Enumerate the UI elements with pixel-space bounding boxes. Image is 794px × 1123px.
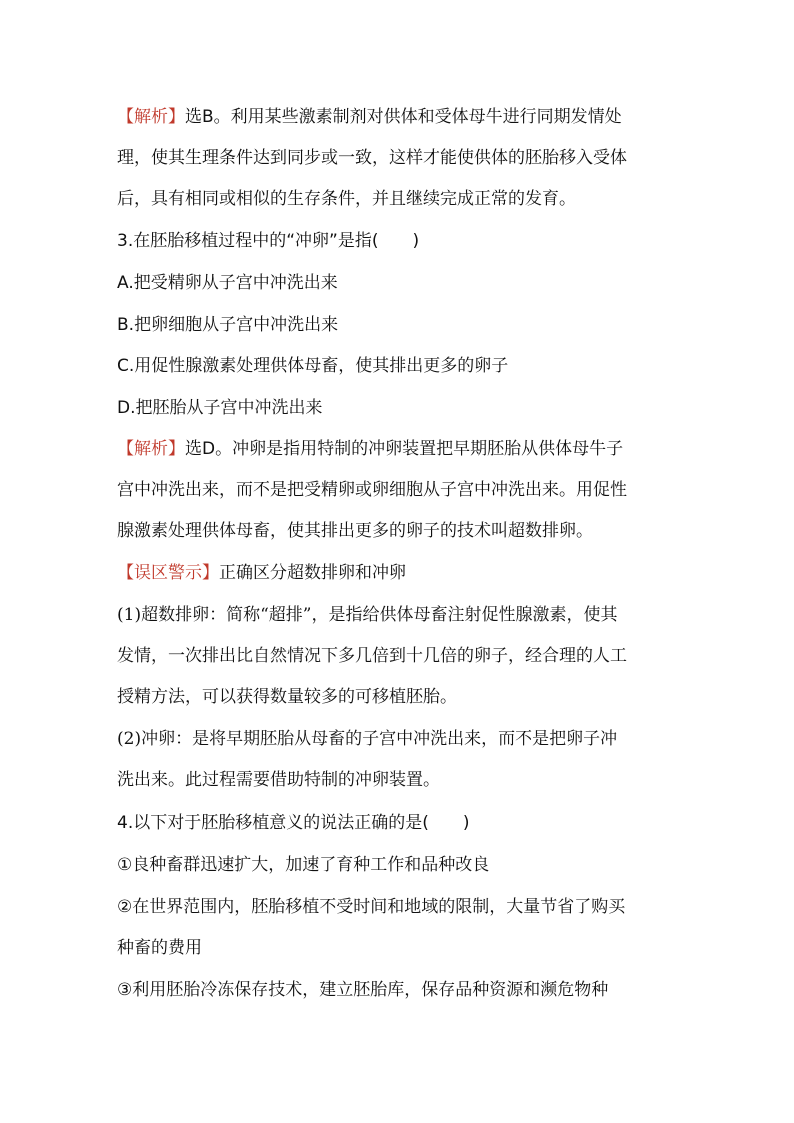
warning-p1-line-1: (1)超数排卵：简称“超排”，是指给供体母畜注射促性腺激素，使其 [117,605,618,625]
analysis-answer: 选B。 [185,107,231,127]
warning-tag: 【误区警示】 [117,563,219,583]
warning-p1-line-2: 发情，一次排出比自然情况下多几倍到十几倍的卵子，经合理的人工 [117,646,627,666]
analysis-d-line-3: 腺激素处理供体母畜，使其排出更多的卵子的技术叫超数排卵。 [117,521,593,541]
question-4-item-1: ①良种畜群迅速扩大，加速了育种工作和品种改良 [117,855,490,875]
question-3-stem: 3.在胚胎移植过程中的“冲卵”是指( ) [117,231,420,251]
analysis-b-line-1 [117,105,687,129]
question-3-option-c: C.用促性腺激素处理供体母畜，使其排出更多的卵子 [117,356,509,376]
question-3-option-d: D.把胚胎从子宫中冲洗出来 [117,398,323,418]
analysis-tag: 【解析】 [117,107,185,127]
question-4-item-3: ③利用胚胎冷冻保存技术，建立胚胎库，保存品种资源和濒危物种 [117,980,609,1000]
warning-heading [117,561,687,585]
analysis-text: 冲卵是指用特制的冲卵装置把早期胚胎从供体母牛子 [232,439,624,459]
warning-p2-line-2: 洗出来。此过程需要借助特制的冲卵装置。 [117,770,440,790]
analysis-d-line-2: 宫中冲洗出来，而不是把受精卵或卵细胞从子宫中冲洗出来。用促性 [117,480,627,500]
analysis-answer: 选D。 [185,439,233,459]
analysis-tag: 【解析】 [117,439,185,459]
warning-title: 正确区分超数排卵和冲卵 [219,563,406,583]
analysis-b-line-3: 后，具有相同或相似的生存条件，并且继续完成正常的发育。 [117,189,576,209]
warning-p2-line-1: (2)冲卵：是将早期胚胎从母畜的子宫中冲洗出来，而不是把卵子冲 [117,729,618,749]
analysis-d-line-1 [117,437,687,461]
question-4-stem: 4.以下对于胚胎移植意义的说法正确的是( ) [117,813,470,833]
question-3-option-a: A.把受精卵从子宫中冲洗出来 [117,273,338,293]
question-4-item-2-line-1: ②在世界范围内，胚胎移植不受时间和地域的限制，大量节省了购买 [117,897,626,917]
question-4-item-2-line-2: 种畜的费用 [117,938,202,958]
analysis-b-line-2: 理，使其生理条件达到同步或一致，这样才能使供体的胚胎移入受体 [117,148,627,168]
question-3-option-b: B.把卵细胞从子宫中冲洗出来 [117,315,339,335]
analysis-text: 利用某些激素制剂对供体和受体母牛进行同期发情处 [230,107,622,127]
warning-p1-line-3: 授精方法，可以获得数量较多的可移植胚胎。 [117,687,457,707]
